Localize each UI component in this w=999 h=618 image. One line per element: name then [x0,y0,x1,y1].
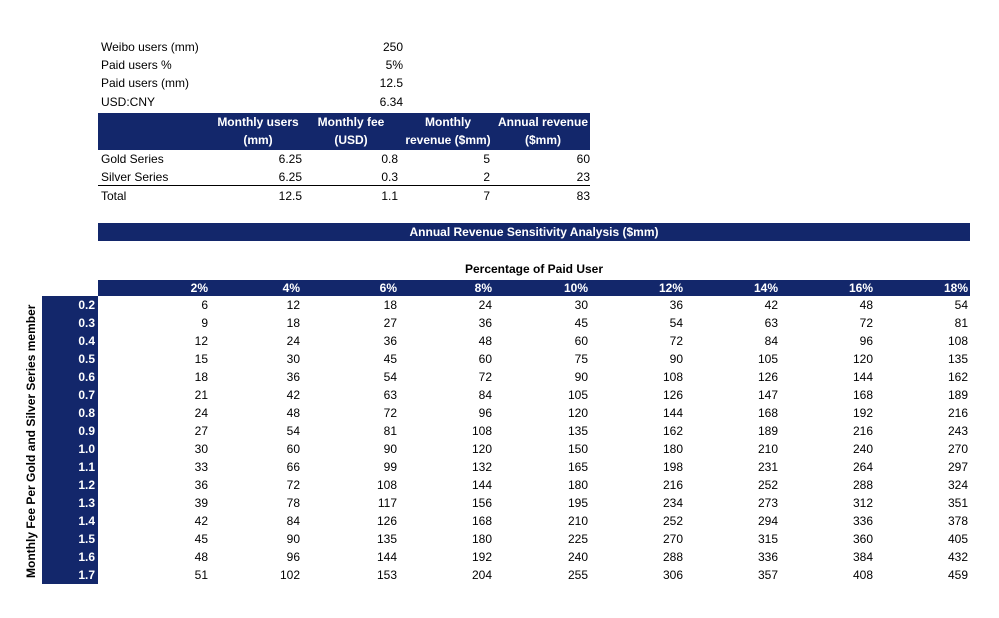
sensitivity-cell: 126 [662,388,683,402]
sensitivity-cell: 126 [757,370,778,384]
sensitivity-cell: 135 [376,532,397,546]
sensitivity-cell: 9 [201,316,208,330]
total-row [101,187,590,205]
sensitivity-cell: 336 [852,514,873,528]
sensitivity-cell: 45 [383,352,397,366]
column-header-7: 14% [753,281,778,295]
sensitivity-cell: 252 [757,478,778,492]
monthly-revenue: 5 [483,152,490,166]
monthly-fee: 0.8 [381,152,398,166]
sensitivity-cell: 270 [662,532,683,546]
sensitivity-cell: 15 [194,352,208,366]
sensitivity-cell: 18 [383,298,397,312]
assumption-value: 6.34 [379,95,403,109]
sensitivity-cell: 90 [286,532,300,546]
row-header-fee: 0.6 [78,370,95,384]
annual-revenue: 23 [576,170,590,184]
row-header-fee: 0.7 [78,388,95,402]
assumption-label: Paid users % [101,58,172,72]
sensitivity-cell: 36 [194,478,208,492]
sensitivity-cell: 54 [669,316,683,330]
sensitivity-cell: 225 [567,532,588,546]
column-header-6: 12% [658,281,683,295]
sensitivity-cell: 102 [279,568,300,582]
header-monthly-fee [310,113,392,150]
monthly-users: 12.5 [278,189,302,203]
sensitivity-cell: 231 [757,460,778,474]
sensitivity-cell: 36 [286,370,300,384]
sensitivity-cell: 144 [376,550,397,564]
series-name: Silver Series [101,170,169,184]
annual-revenue: 60 [576,152,590,166]
column-header-2: 4% [282,281,300,295]
sensitivity-cell: 33 [194,460,208,474]
row-header-fee: 0.5 [78,352,95,366]
sensitivity-cell: 432 [947,550,968,564]
sensitivity-cell: 132 [471,460,492,474]
sensitivity-cell: 156 [471,496,492,510]
sensitivity-cell: 54 [286,424,300,438]
row-header-fee: 1.6 [78,550,95,564]
sensitivity-cell: 204 [471,568,492,582]
table-row [101,150,590,168]
column-header-4: 8% [474,281,492,295]
sensitivity-cell: 105 [567,388,588,402]
sensitivity-cell: 30 [194,442,208,456]
row-header-fee: 0.9 [78,424,95,438]
sensitivity-cell: 42 [286,388,300,402]
sensitivity-cell: 48 [859,298,873,312]
sensitivity-cell: 216 [947,406,968,420]
sensitivity-cell: 36 [478,316,492,330]
sensitivity-cell: 243 [947,424,968,438]
sensitivity-cell: 108 [662,370,683,384]
series-name: Total [101,189,127,203]
sensitivity-cell: 90 [669,352,683,366]
sensitivity-cell: 54 [954,298,968,312]
sensitivity-cell: 48 [194,550,208,564]
row-caption: Monthly Fee Per Gold and Silver Series member [24,304,38,578]
sensitivity-cell: 72 [478,370,492,384]
sensitivity-cell: 81 [954,316,968,330]
sensitivity-cell: 297 [947,460,968,474]
sensitivity-cell: 105 [757,352,778,366]
sensitivity-cell: 72 [286,478,300,492]
sensitivity-cell: 198 [662,460,683,474]
row-header-fee: 1.5 [78,532,95,546]
sensitivity-cell: 252 [662,514,683,528]
series-name: Gold Series [101,152,164,166]
sensitivity-cell: 255 [567,568,588,582]
sensitivity-cell: 18 [194,370,208,384]
sensitivity-cell: 360 [852,532,873,546]
sensitivity-cell: 147 [757,388,778,402]
header-line: (USD) [334,133,368,147]
sensitivity-cell: 312 [852,496,873,510]
sensitivity-cell: 384 [852,550,873,564]
sensitivity-cell: 135 [567,424,588,438]
row-header-fee: 0.2 [78,298,95,312]
sensitivity-cell: 27 [194,424,208,438]
sensitivity-cell: 60 [286,442,300,456]
monthly-fee: 0.3 [381,170,398,184]
sensitivity-cell: 162 [947,370,968,384]
sensitivity-cell: 108 [947,334,968,348]
header-line: (mm) [243,133,273,147]
sensitivity-cell: 408 [852,568,873,582]
sensitivity-cell: 72 [383,406,397,420]
sensitivity-cell: 126 [376,514,397,528]
sensitivity-cell: 216 [662,478,683,492]
sensitivity-cell: 18 [286,316,300,330]
sensitivity-cell: 12 [286,298,300,312]
sensitivity-cell: 234 [662,496,683,510]
sensitivity-cell: 405 [947,532,968,546]
sensitivity-cell: 153 [376,568,397,582]
sensitivity-cell: 99 [383,460,397,474]
sensitivity-cell: 195 [567,496,588,510]
assumption-value: 5% [385,58,403,72]
sensitivity-cell: 189 [947,388,968,402]
sensitivity-cell: 30 [286,352,300,366]
sensitivity-cell: 288 [852,478,873,492]
sensitivity-cell: 273 [757,496,778,510]
sensitivity-cell: 72 [669,334,683,348]
sensitivity-cell: 60 [574,334,588,348]
sensitivity-cell: 24 [194,406,208,420]
sensitivity-cell: 270 [947,442,968,456]
header-monthly-revenue [398,113,498,150]
sensitivity-cell: 81 [383,424,397,438]
column-caption: Percentage of Paid User [464,262,604,276]
sensitivity-cell: 216 [852,424,873,438]
header-line: ($mm) [524,133,561,147]
sensitivity-cell: 72 [859,316,873,330]
sensitivity-cell: 84 [286,514,300,528]
sensitivity-cell: 144 [471,478,492,492]
column-header-9: 18% [943,281,968,295]
total-divider [98,185,590,186]
sensitivity-cell: 54 [383,370,397,384]
sensitivity-cell: 288 [662,550,683,564]
sensitivity-cell: 24 [286,334,300,348]
assumption-value: 12.5 [379,76,403,90]
header-line: revenue ($mm) [405,133,491,147]
sensitivity-cell: 264 [852,460,873,474]
sensitivity-cell: 357 [757,568,778,582]
sensitivity-cell: 48 [286,406,300,420]
sensitivity-cell: 180 [471,532,492,546]
annual-revenue: 83 [576,189,590,203]
row-header-fee: 0.3 [78,316,95,330]
table-row [101,168,590,186]
sensitivity-cell: 78 [286,496,300,510]
row-header-fee: 0.8 [78,406,95,420]
monthly-fee: 1.1 [381,189,398,203]
assumption-label: Weibo users (mm) [101,40,199,54]
sensitivity-cell: 135 [947,352,968,366]
sensitivity-cell: 27 [383,316,397,330]
sensitivity-cell: 96 [478,406,492,420]
sensitivity-cell: 168 [852,388,873,402]
sensitivity-cell: 90 [574,370,588,384]
sensitivity-cell: 192 [471,550,492,564]
sensitivity-cell: 30 [574,298,588,312]
sensitivity-cell: 48 [478,334,492,348]
row-header-fee: 1.2 [78,478,95,492]
sensitivity-cell: 459 [947,568,968,582]
monthly-users: 6.25 [278,170,302,184]
sensitivity-cell: 36 [383,334,397,348]
sensitivity-cell: 306 [662,568,683,582]
monthly-revenue: 2 [483,170,490,184]
sensitivity-cell: 180 [662,442,683,456]
sensitivity-cell: 165 [567,460,588,474]
sensitivity-cell: 6 [201,298,208,312]
sensitivity-cell: 24 [478,298,492,312]
assumption-label: Paid users (mm) [101,76,190,90]
sensitivity-cell: 240 [852,442,873,456]
sensitivity-row-header [42,296,98,584]
sensitivity-cell: 45 [574,316,588,330]
sensitivity-cell: 378 [947,514,968,528]
sensitivity-cell: 210 [567,514,588,528]
sensitivity-cell: 45 [194,532,208,546]
sensitivity-cell: 66 [286,460,300,474]
header-line: Annual revenue [497,115,589,129]
revenue-table-header [98,113,590,150]
sensitivity-cell: 63 [764,316,778,330]
sensitivity-cell: 117 [377,496,397,510]
sensitivity-cell: 351 [947,496,968,510]
sensitivity-cell: 180 [567,478,588,492]
sensitivity-cell: 120 [852,352,873,366]
sensitivity-cell: 144 [852,370,873,384]
sensitivity-cell: 75 [574,352,588,366]
sensitivity-cell: 21 [194,388,208,402]
assumption-label: USD:CNY [101,95,156,109]
sensitivity-cell: 84 [764,334,778,348]
sensitivity-cell: 168 [757,406,778,420]
sensitivity-cell: 108 [376,478,397,492]
row-header-fee: 1.7 [78,568,95,582]
sensitivity-cell: 315 [757,532,778,546]
header-line: Monthly users [217,115,299,129]
sensitivity-cell: 42 [764,298,778,312]
sensitivity-cell: 39 [194,496,208,510]
sensitivity-cell: 36 [669,298,683,312]
sensitivity-column-header [98,280,970,296]
sensitivity-cell: 189 [757,424,778,438]
sensitivity-cell: 90 [383,442,397,456]
sensitivity-cell: 42 [194,514,208,528]
column-header-5: 10% [563,281,588,295]
column-header-3: 6% [379,281,397,295]
row-header-fee: 0.4 [78,334,95,348]
sensitivity-cell: 294 [757,514,778,528]
sensitivity-title: Annual Revenue Sensitivity Analysis ($mm) [98,223,970,241]
sensitivity-cell: 336 [757,550,778,564]
header-annual-revenue [496,113,590,150]
monthly-revenue: 7 [483,189,490,203]
row-header-fee: 1.4 [78,514,95,528]
sensitivity-cell: 108 [471,424,492,438]
sensitivity-cell: 60 [478,352,492,366]
sensitivity-cell: 150 [567,442,588,456]
row-header-fee: 1.1 [78,460,95,474]
row-header-fee: 1.3 [78,496,95,510]
assumption-value: 250 [382,40,403,54]
sensitivity-cell: 210 [757,442,778,456]
header-line: Monthly fee [317,115,385,129]
sensitivity-cell: 12 [194,334,208,348]
row-header-fee: 1.0 [78,442,95,456]
sensitivity-cell: 240 [567,550,588,564]
sensitivity-cell: 120 [567,406,588,420]
header-monthly-users [202,113,314,150]
sensitivity-cell: 51 [194,568,208,582]
sensitivity-cell: 162 [662,424,683,438]
sensitivity-cell: 168 [471,514,492,528]
sensitivity-cell: 96 [859,334,873,348]
monthly-users: 6.25 [278,152,302,166]
sensitivity-cell: 324 [947,478,968,492]
sensitivity-cell: 120 [471,442,492,456]
sensitivity-cell: 144 [662,406,683,420]
sensitivity-cell: 63 [383,388,397,402]
sensitivity-cell: 96 [286,550,300,564]
column-header-8: 16% [848,281,873,295]
sensitivity-cell: 84 [478,388,492,402]
sensitivity-cell: 192 [852,406,873,420]
column-header-1: 2% [190,281,208,295]
header-line: Monthly [425,115,471,129]
